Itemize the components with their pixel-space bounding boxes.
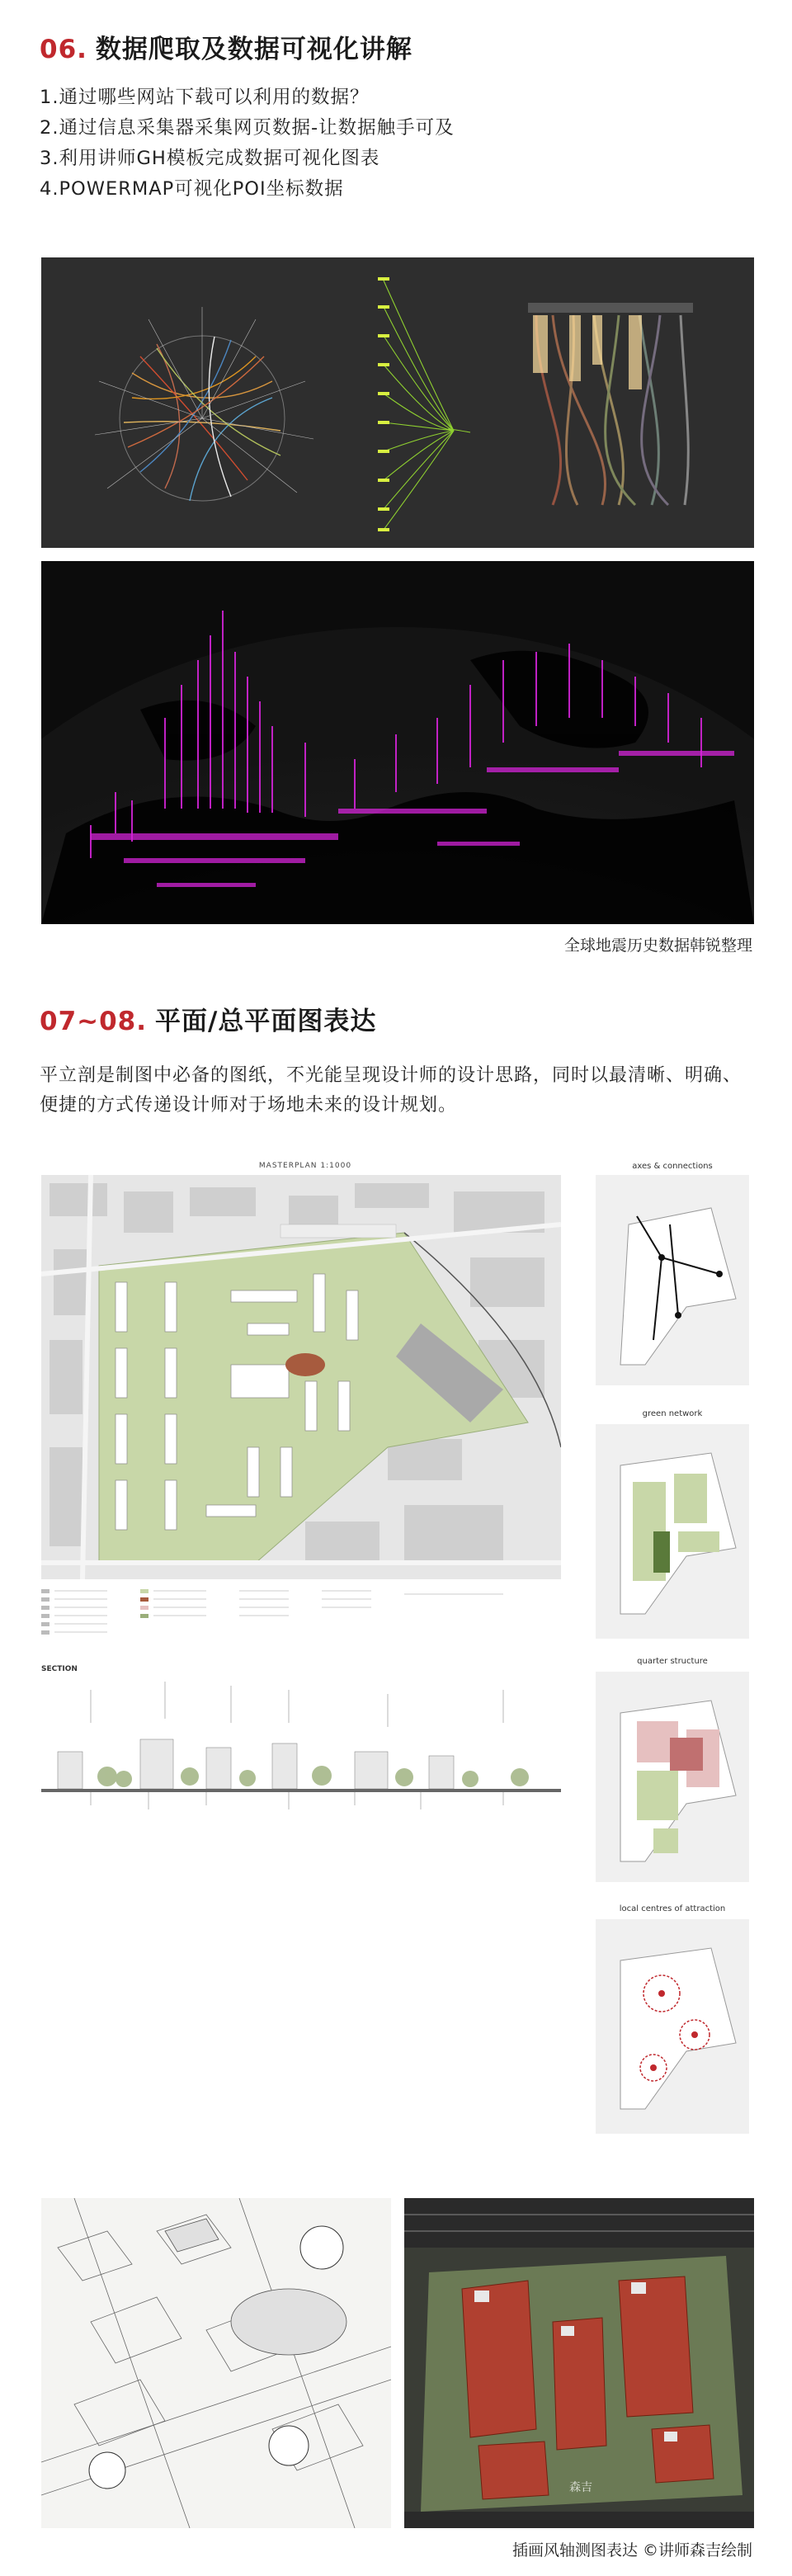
axonometric-render-image xyxy=(404,2198,754,2528)
flow-diagram xyxy=(528,303,693,505)
section-label: SECTION xyxy=(41,1665,78,1673)
data-visualization-graphic xyxy=(41,257,754,548)
chord-diagram xyxy=(95,307,314,501)
masterplan-drawing xyxy=(41,1175,561,1579)
side-panel-title: local centres of attraction xyxy=(619,1904,726,1913)
local-centres-diagram xyxy=(596,1919,749,2134)
green-network-diagram xyxy=(596,1424,749,1639)
section-06-number: 06. xyxy=(40,35,87,64)
section-0708-title xyxy=(40,1000,376,1037)
list-item: 1.通过哪些网站下载可以利用的数据？ xyxy=(40,87,370,108)
side-panel-title: axes & connections xyxy=(632,1162,713,1171)
quarter-structure-diagram xyxy=(596,1672,749,1882)
earthquake-caption: 全球地震历史数据韩锐整理 xyxy=(563,937,752,955)
earthquake-map-image xyxy=(41,561,754,924)
list-item: 4.POWERMAP可视化POI坐标数据 xyxy=(40,178,344,200)
watermark-text: 森吉 xyxy=(569,2481,592,2494)
section-0708-number: 07~08. xyxy=(40,1007,148,1036)
list-item: 3.利用讲师GH模板完成数据可视化图表 xyxy=(40,148,380,169)
masterplan-board-image xyxy=(41,1162,756,2167)
axonometric-render-drawing xyxy=(404,2198,754,2528)
side-panel-title: quarter structure xyxy=(637,1657,708,1666)
tree-fan-diagram xyxy=(378,277,470,531)
earthquake-map-graphic xyxy=(41,561,754,924)
axonometric-caption: 插画风轴测图表达 ©讲师森吉绘制 xyxy=(512,2541,752,2559)
section-drawing xyxy=(41,1673,561,1830)
section-06-heading: 数据爬取及数据可视化讲解 xyxy=(95,35,412,64)
section-0708-heading: 平面/总平面图表达 xyxy=(155,1007,377,1036)
sports-field xyxy=(285,1353,325,1376)
section-0708-paragraph: 平立剖是制图中必备的图纸，不光能呈现设计师的设计思路，同时以最清晰、明确、便捷的方式传递设计师对于场地未来的设计规划。 xyxy=(40,1065,742,1116)
section-06-list xyxy=(40,83,766,205)
axonometric-sketch-image xyxy=(41,2198,391,2528)
side-panel-title: green network xyxy=(642,1409,703,1418)
masterplan-legend xyxy=(41,1586,561,1652)
axonometric-sketch-drawing xyxy=(41,2198,391,2528)
axes-connections-diagram xyxy=(596,1175,749,1385)
section-06-title xyxy=(40,28,412,65)
data-visualization-image xyxy=(41,257,754,548)
masterplan-title: MASTERPLAN 1:1000 xyxy=(258,1162,352,1170)
list-item: 2.通过信息采集器采集网页数据-让数据触手可及 xyxy=(40,117,455,139)
